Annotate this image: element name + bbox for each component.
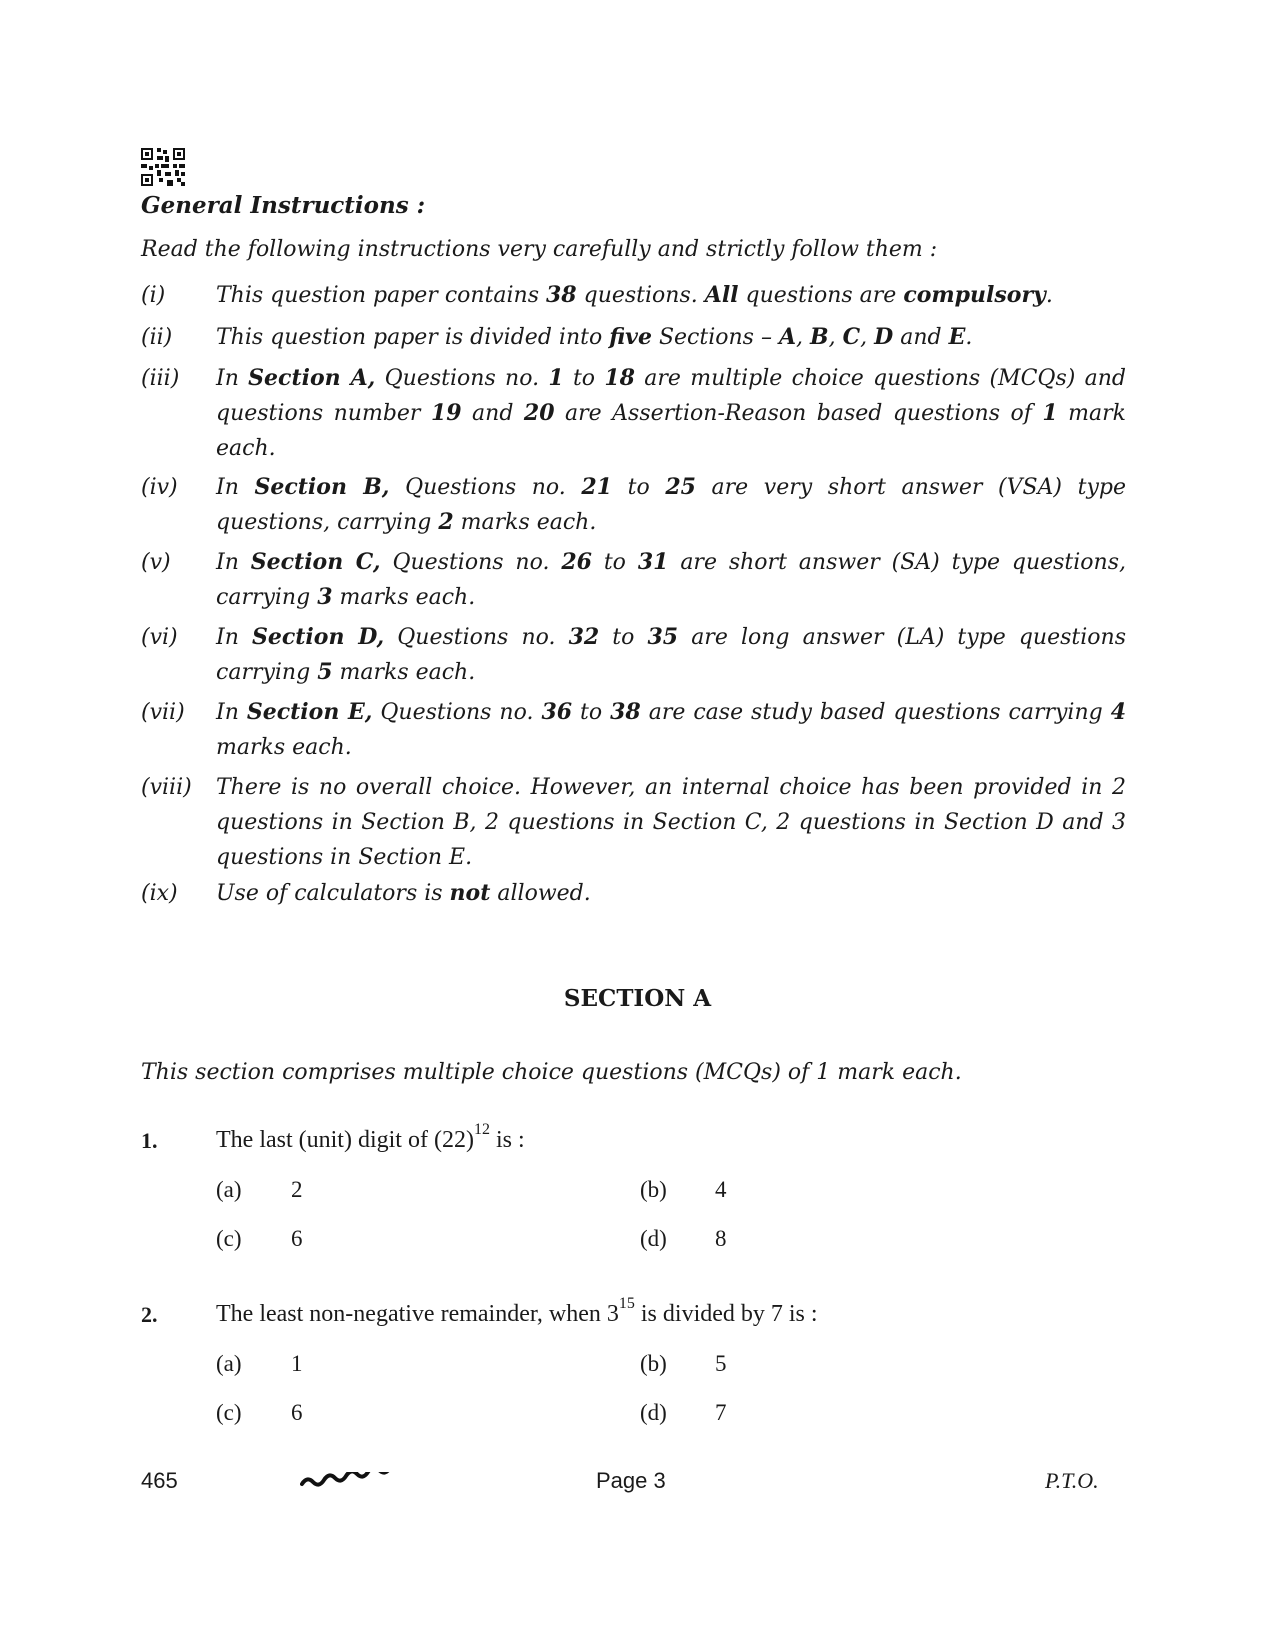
instruction-number: (ii) bbox=[141, 325, 173, 350]
section-a-description: This section comprises multiple choice questions (MCQs) of 1 mark each. bbox=[141, 1060, 962, 1085]
section-a-heading: SECTION A bbox=[563, 985, 712, 1012]
instruction-number: (vii) bbox=[141, 700, 185, 725]
pto-label: P.T.O. bbox=[1045, 1468, 1099, 1493]
instruction-text: In Section A, Questions no. 1 to 18 are multiple choice questions (MCQs) and questions number 19 and 20 are Assertion-Reason based questions of 1 mark each. bbox=[216, 365, 1126, 461]
qr-code-icon bbox=[141, 148, 185, 186]
option-d: (d) 8 bbox=[640, 1226, 727, 1251]
option-d: (d) 7 bbox=[640, 1400, 727, 1425]
question-text: The least non-negative remainder, when $3^{15}$ is divided by 7 is : bbox=[216, 1295, 818, 1327]
instruction-number: (vi) bbox=[141, 625, 178, 650]
option-c: (c) 6 bbox=[216, 1226, 303, 1251]
instruction-text: In Section E, Questions no. 36 to 38 are case study based questions carrying 4 marks each. bbox=[216, 699, 1126, 760]
instruction-text: In Section B, Questions no. 21 to 25 are very short answer (VSA) type questions, carrying 2 marks each. bbox=[216, 474, 1126, 535]
instruction-number: (iii) bbox=[141, 366, 180, 391]
instruction-number: (iv) bbox=[141, 475, 178, 500]
paper-code: 465 bbox=[141, 1468, 178, 1493]
instruction-number: (v) bbox=[141, 550, 171, 575]
option-b: (b) 4 bbox=[640, 1177, 727, 1202]
option-b: (b) 5 bbox=[640, 1351, 727, 1376]
instruction-item bbox=[141, 320, 1126, 355]
instruction-item bbox=[141, 695, 1126, 765]
instruction-item bbox=[141, 770, 1126, 875]
instruction-number: (viii) bbox=[141, 775, 192, 800]
instruction-number: (i) bbox=[141, 283, 166, 308]
instruction-text: This question paper is divided into five Sections – A, B, C, D and E. bbox=[216, 324, 973, 350]
instruction-item bbox=[141, 470, 1126, 540]
question-number: 2. bbox=[141, 1302, 158, 1327]
instruction-item bbox=[141, 876, 1126, 911]
instruction-text: This question paper contains 38 questions. All questions are compulsory. bbox=[216, 282, 1053, 308]
option-a: (a) 2 bbox=[216, 1177, 303, 1202]
instruction-number: (ix) bbox=[141, 881, 178, 906]
instruction-text: Use of calculators is not allowed. bbox=[216, 880, 591, 906]
wave-ornament-icon bbox=[300, 1472, 400, 1492]
option-c: (c) 6 bbox=[216, 1400, 303, 1425]
general-instructions-title: General Instructions : bbox=[141, 192, 426, 219]
instruction-item bbox=[141, 620, 1126, 690]
general-instructions-intro: Read the following instructions very carefully and strictly follow them : bbox=[141, 237, 938, 262]
instruction-text: In Section C, Questions no. 26 to 31 are short answer (SA) type questions, carrying 3 marks each. bbox=[216, 549, 1127, 610]
instruction-item bbox=[141, 545, 1126, 615]
question-number: 1. bbox=[141, 1128, 158, 1153]
instruction-item bbox=[141, 278, 1126, 313]
option-a: (a) 1 bbox=[216, 1351, 303, 1376]
instruction-text: There is no overall choice. However, an internal choice has been provided in 2 questions in Section B, 2 questions in Section C, 2 questions in Section D and 3 questions in Section E. bbox=[216, 775, 1126, 870]
instruction-item bbox=[141, 361, 1126, 466]
question-text: The last (unit) digit of $(22)^{12}$ is : bbox=[216, 1121, 525, 1153]
page-number: Page 3 bbox=[596, 1468, 666, 1493]
instruction-text: In Section D, Questions no. 32 to 35 are long answer (LA) type questions carrying 5 marks each. bbox=[216, 624, 1126, 685]
